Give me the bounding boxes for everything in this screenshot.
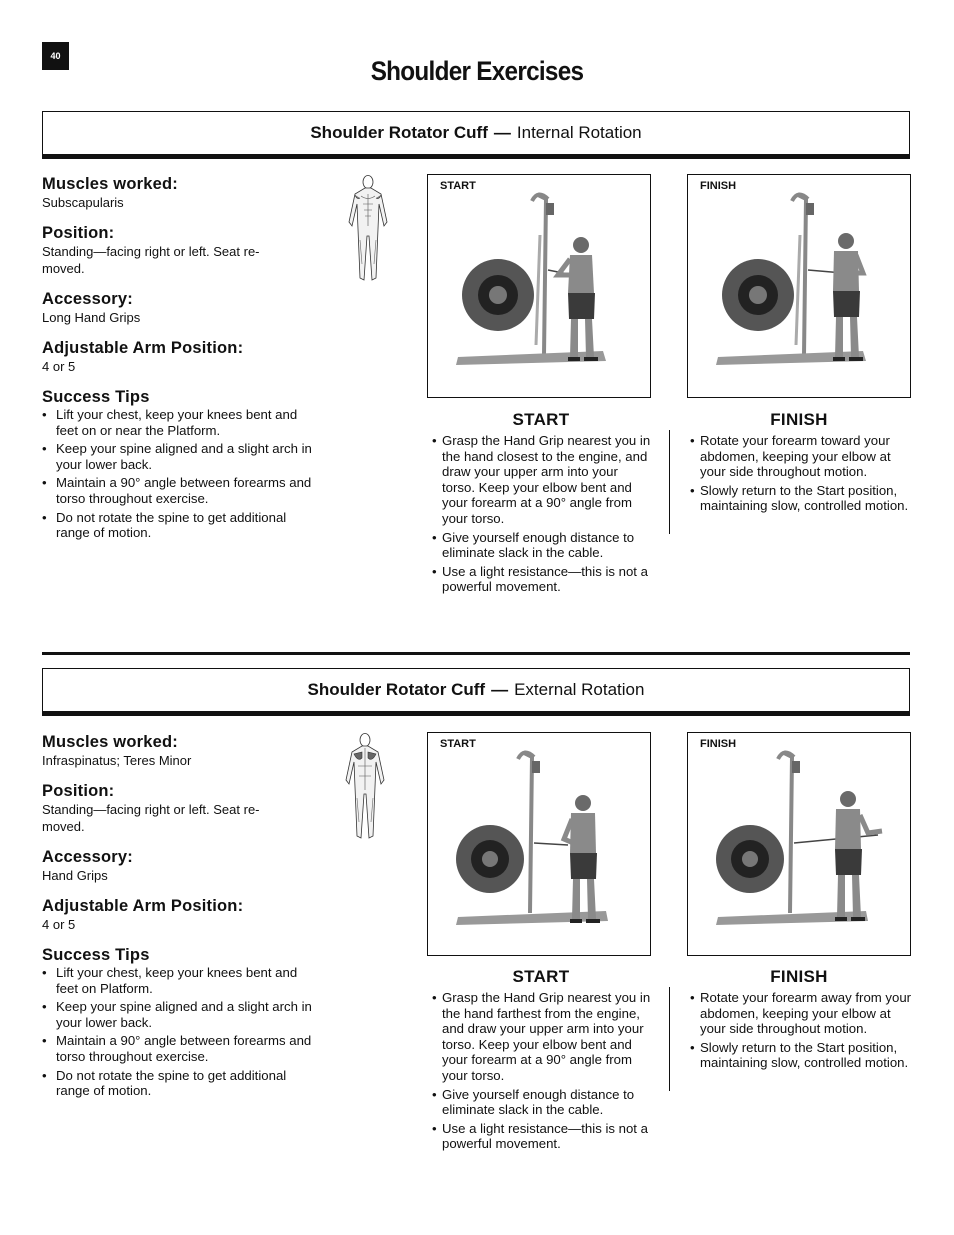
tip-item: • Keep your spine aligned and a slight arch in your lower back. [42, 441, 312, 472]
arm-position-value: 4 or 5 [42, 359, 76, 374]
section-header-external-rotation [42, 668, 910, 712]
tip-item: • Lift your chest, keep your knees bent and feet on or near the Platform. [42, 407, 312, 438]
success-tips-list [42, 965, 312, 1099]
exercise-machine-illustration [428, 175, 650, 397]
tip-item: • Do not rotate the spine to get additional range of motion. [42, 1068, 312, 1099]
position-label: Position: [42, 782, 115, 800]
section-header-dash: — [493, 123, 511, 142]
photo-finish-external [687, 732, 911, 956]
step-item: • Use a light resistance—this is not a powerful movement. [428, 1121, 654, 1152]
arm-position-label: Adjustable Arm Position: [42, 339, 244, 357]
column-divider [669, 987, 670, 1091]
exercise-info-external [42, 733, 312, 1102]
muscle-chart-front-figure [343, 174, 393, 286]
exercise-machine-illustration [688, 175, 910, 397]
step-item: • Give yourself enough distance to eliminate slack in the cable. [428, 1087, 654, 1118]
start-instructions-internal [428, 410, 654, 598]
start-title: START [512, 410, 570, 429]
accessory-label: Accessory: [42, 290, 133, 308]
section-separator [42, 652, 910, 655]
accessory-value: Hand Grips [42, 868, 108, 883]
muscles-value: Subscapularis [42, 195, 124, 210]
step-item: • Rotate your forearm toward your abdomen, keeping your elbow at your side throughout motion. [686, 433, 912, 480]
step-item: • Grasp the Hand Grip nearest you in the hand closest to the engine, and draw your upper arm into your torso. Keep your elbow bent and your forearm at a 90° angle from your torso. [428, 433, 654, 527]
muscles-value: Infraspinatus; Teres Minor [42, 753, 192, 768]
exercise-machine-illustration [688, 733, 910, 955]
start-instructions-external [428, 967, 654, 1155]
muscles-label: Muscles worked: [42, 733, 178, 751]
page-title: Shoulder Exercises [370, 56, 584, 86]
photo-start-label: START [440, 738, 476, 750]
accessory-value: Long Hand Grips [42, 310, 141, 325]
success-tips-label: Success Tips [42, 946, 150, 964]
position-label: Position: [42, 224, 115, 242]
column-divider [669, 430, 670, 534]
tip-item: • Do not rotate the spine to get additional range of motion. [42, 510, 312, 541]
photo-start-internal [427, 174, 651, 398]
tip-item: • Lift your chest, keep your knees bent and feet on Platform. [42, 965, 312, 996]
finish-instructions-external [686, 967, 912, 1074]
success-tips-label: Success Tips [42, 388, 150, 406]
arm-position-label: Adjustable Arm Position: [42, 897, 244, 915]
finish-steps [686, 433, 912, 514]
muscles-label: Muscles worked: [42, 175, 178, 193]
section-header-title: Shoulder Rotator Cuff [307, 680, 486, 699]
exercise-info-internal [42, 175, 312, 544]
muscle-chart-back-figure [340, 732, 390, 844]
arm-position-value: 4 or 5 [42, 917, 76, 932]
start-title: START [512, 967, 570, 986]
step-item: • Rotate your forearm away from your abdomen, keeping your elbow at your side throughout motion. [686, 990, 912, 1037]
tip-item: • Maintain a 90° angle between forearms and torso throughout exercise. [42, 475, 312, 506]
section-header-internal-rotation [42, 111, 910, 155]
finish-instructions-internal [686, 410, 912, 517]
step-item: • Give yourself enough distance to eliminate slack in the cable. [428, 530, 654, 561]
section-header-title: Shoulder Rotator Cuff [310, 123, 488, 142]
tip-item: • Maintain a 90° angle between forearms and torso throughout exercise. [42, 1033, 312, 1064]
section-header-dash: — [491, 680, 509, 699]
photo-finish-internal [687, 174, 911, 398]
tip-item: • Keep your spine aligned and a slight arch in your lower back. [42, 999, 312, 1030]
photo-finish-label: FINISH [700, 738, 737, 750]
accessory-label: Accessory: [42, 848, 133, 866]
step-item: • Slowly return to the Start position, maintaining slow, controlled motion. [686, 483, 912, 514]
position-value: Standing—facing right or left. Seat re-moved. [42, 244, 260, 276]
step-item: • Grasp the Hand Grip nearest you in the hand farthest from the engine, and draw your upper arm into your torso. Keep your elbow bent and your forearm at a 90° angle from your torso. [428, 990, 654, 1084]
start-steps [428, 990, 654, 1152]
photo-start-label: START [440, 180, 476, 192]
page-number: 40 [42, 42, 69, 70]
section-header-subtitle: Internal Rotation [516, 123, 642, 142]
finish-title: FINISH [770, 410, 828, 429]
step-item: • Use a light resistance—this is not a powerful movement. [428, 564, 654, 595]
position-value: Standing—facing right or left. Seat re-moved. [42, 802, 260, 834]
photo-finish-label: FINISH [700, 180, 737, 192]
start-steps [428, 433, 654, 595]
success-tips-list [42, 407, 312, 541]
exercise-machine-illustration [428, 733, 650, 955]
finish-title: FINISH [770, 967, 828, 986]
step-item: • Slowly return to the Start position, maintaining slow, controlled motion. [686, 1040, 912, 1071]
photo-start-external [427, 732, 651, 956]
finish-steps [686, 990, 912, 1071]
section-header-subtitle: External Rotation [514, 680, 645, 699]
